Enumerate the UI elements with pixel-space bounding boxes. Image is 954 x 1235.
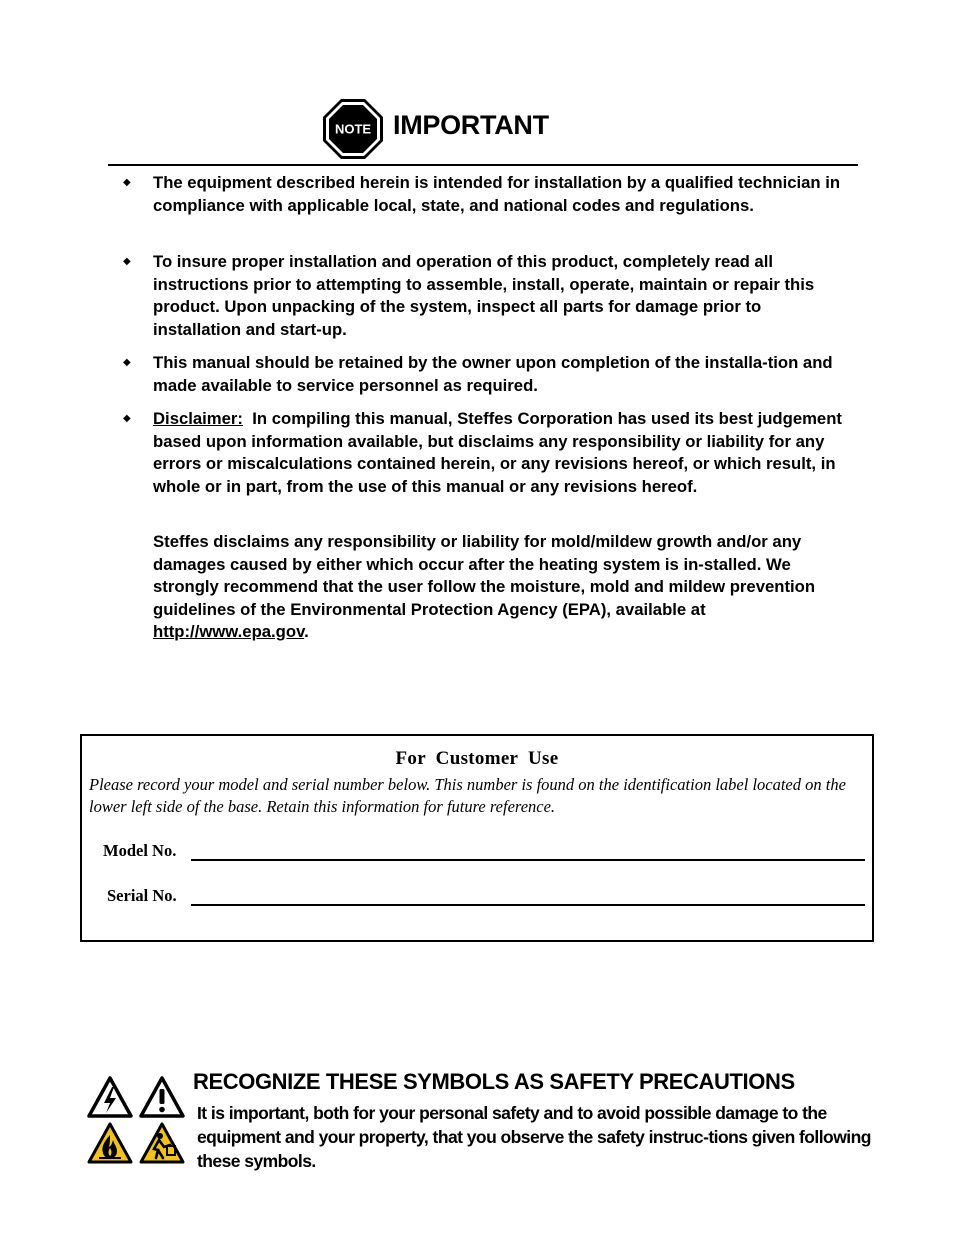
serial-number-label: Serial No. (107, 886, 177, 905)
mold-disclaimer-text (153, 531, 848, 644)
customer-box-title: For Customer Use (395, 748, 559, 769)
safety-heading: RECOGNIZE THESE SYMBOLS AS SAFETY PRECAUTIONS (193, 1069, 795, 1094)
fire-hazard-icon (87, 1122, 133, 1164)
electric-shock-icon (87, 1076, 133, 1118)
diamond-bullet-icon: ◆ (123, 177, 131, 188)
diamond-bullet-icon: ◆ (123, 256, 131, 267)
mold-disclaimer-body: Steffes disclaims any responsibility or liability for mold/mildew growth and/or any damages caused by either which occur after the heating system is in-stalled. We strongly recommend that the user follow the moisture, mold and mildew prevention guidelines of the Environmental Protection Agency (EPA), available at (153, 532, 816, 619)
serial-number-line[interactable] (191, 904, 865, 906)
customer-use-box (80, 734, 874, 942)
lifting-hazard-icon (139, 1122, 185, 1164)
diamond-bullet-icon: ◆ (123, 413, 131, 424)
note-stop-sign-icon (322, 98, 384, 160)
disclaimer-label: Disclaimer: (153, 409, 243, 428)
header-divider (108, 164, 858, 166)
general-warning-icon (139, 1076, 185, 1118)
bullet-text (153, 408, 848, 498)
bullet-text: The equipment described herein is intended for installation by a qualified technician in compliance with applicable local, state, and national codes and regulations. (153, 173, 841, 215)
page-title: IMPORTANT (393, 110, 549, 140)
model-number-line[interactable] (191, 859, 865, 861)
customer-box-instructions: Please record your model and serial number below. This number is found on the identification label located on the lower left side of the base. Retain this information for future reference. (89, 775, 846, 816)
disclaimer-text: In compiling this manual, Steffes Corporation has used its best judgement based upon information available, but disclaims any responsibility or liability for any errors or miscalculations contained herein, or any revisions hereof, or which result, in whole or in part, from the use of this manual or any revisions hereof. (153, 409, 842, 496)
note-badge-text: NOTE (334, 121, 372, 137)
diamond-bullet-icon: ◆ (123, 357, 131, 368)
bullet-text: To insure proper installation and operation of this product, completely read all instructions prior to attempting to assemble, install, operate, maintain or repair this product. Upon unpacking of the system, inspect all parts for damage prior to installation and start-up. (153, 252, 815, 339)
bullet-text: This manual should be retained by the owner upon completion of the installa-tion and made available to service personnel as required. (153, 353, 833, 395)
model-number-label: Model No. (103, 841, 177, 860)
safety-text: It is important, both for your personal safety and to avoid possible damage to the equipment and your property, that you observe the safety instruc-tions given following these symbols. (197, 1103, 871, 1171)
epa-link[interactable]: http://www.epa.gov (153, 622, 305, 641)
sentence-end: . (304, 622, 309, 641)
